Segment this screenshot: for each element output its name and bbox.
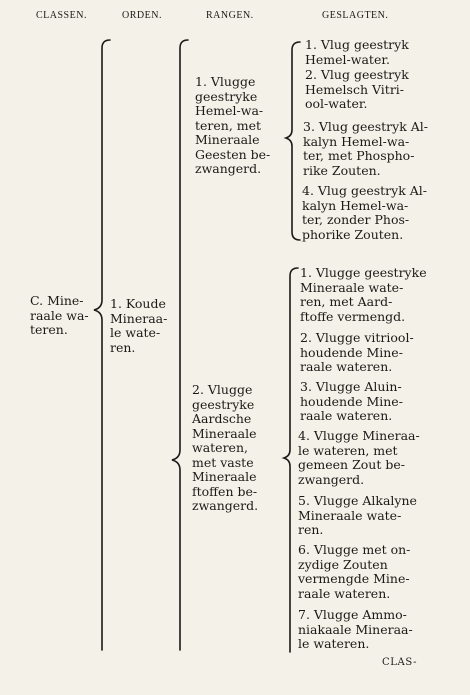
geslagt-line: Hemelsch Vitri- [305, 81, 405, 97]
geslagt-line: ren. [298, 522, 324, 537]
geslagt-1-3 [303, 120, 428, 178]
brace-classen [94, 40, 110, 650]
orde-line: Mineraa- [110, 310, 168, 326]
rang-line: 2. Vlugge [192, 382, 253, 397]
geslagt-line: rike Zouten. [303, 162, 381, 178]
rang-line: Mineraale [192, 425, 257, 441]
brace-rang-1 [286, 42, 300, 240]
catchword: CLAS- [382, 657, 418, 668]
geslagt-1-1 [305, 38, 409, 67]
geslagt-line: Hemel-water. [305, 51, 390, 67]
geslagt-line: kalyn Hemel-wa- [303, 133, 410, 149]
orde-line: 1. Koude [110, 296, 166, 311]
geslagt-line: 4. Vlug geestryk Al- [302, 183, 428, 198]
geslagt-line: le wateren. [298, 636, 370, 651]
geslagt-line: ter, met Phospho- [303, 148, 415, 163]
rang-line: zwangerd. [192, 498, 259, 513]
geslagt-line: 2. Vlugge vitriool- [300, 330, 414, 345]
geslagt-2-2 [300, 331, 414, 375]
geslagt-2-5 [298, 494, 417, 538]
geslagt-line: 4. Vlugge Mineraa- [298, 428, 420, 443]
geslagt-2-4 [298, 429, 420, 487]
geslagt-line: 3. Vlug geestryk Al- [303, 119, 429, 134]
classe-line: C. Mine- [30, 293, 84, 308]
geslagt-line: zwangerd. [298, 471, 365, 487]
rang-entry-2 [192, 383, 258, 514]
geslagt-line: raale wateren. [300, 408, 393, 423]
geslagt-line: Mineraale wate- [300, 279, 404, 295]
rang-line: Hemel-wa- [195, 103, 264, 118]
geslagt-2-1 [300, 266, 427, 324]
geslagt-line: le wateren, met [298, 442, 398, 458]
rang-line: teren, met [195, 117, 262, 133]
geslagt-line: 1. Vlugge geestryke [300, 265, 427, 280]
orde-line: le wate- [110, 325, 161, 340]
rang-line: ftoffen be- [192, 483, 258, 499]
geslagt-line: houdende Mine- [300, 393, 403, 409]
orde-entry [110, 297, 167, 355]
geslagt-1-4 [302, 184, 427, 242]
geslagt-line: kalyn Hemel-wa- [302, 197, 409, 213]
geslagt-2-6 [298, 543, 410, 601]
geslagt-line: phorike Zouten. [302, 226, 404, 242]
brace-rang-2 [284, 268, 298, 652]
header-rangen: RANGEN. [206, 10, 254, 21]
geslagt-1-2 [305, 68, 409, 112]
rang-line: 1. Vlugge [195, 74, 256, 89]
rang-line: geestryke [192, 396, 255, 412]
header-geslagten: GESLAGTEN. [322, 10, 389, 21]
rang-line: met vaste [192, 454, 254, 470]
geslagt-line: vermengde Mine- [298, 571, 410, 586]
classe-line: teren. [30, 322, 68, 337]
geslagt-line: ool-water. [305, 96, 368, 111]
geslagt-line: 3. Vlugge Aluin- [300, 379, 402, 394]
brace-orden [172, 40, 188, 650]
geslagt-line: 5. Vlugge Alkalyne [298, 493, 417, 508]
rang-line: Mineraale [192, 469, 257, 484]
classe-line: raale wa- [30, 307, 89, 323]
rang-line: Geesten be- [195, 146, 271, 162]
rang-entry-1 [195, 75, 270, 177]
header-classen: CLASSEN. [36, 10, 87, 21]
rang-line: Aardsche [192, 411, 252, 426]
geslagt-line: ren, met Aard- [300, 294, 393, 309]
rang-line: geestryke [195, 88, 258, 104]
classe-entry [30, 294, 89, 338]
geslagt-2-7 [298, 608, 413, 652]
geslagt-line: 7. Vlugge Ammo- [298, 607, 407, 622]
geslagt-line: Mineraale wate- [298, 507, 402, 523]
geslagt-line: raale wateren. [300, 359, 393, 374]
geslagt-line: ter, zonder Phos- [302, 212, 410, 227]
rang-line: zwangerd. [195, 161, 262, 176]
geslagt-line: ftoffe vermengd. [300, 308, 406, 324]
geslagt-line: 2. Vlug geestryk [305, 67, 409, 82]
geslagt-line: raale wateren. [298, 585, 391, 601]
geslagt-line: gemeen Zout be- [298, 457, 405, 472]
header-orden: ORDEN. [122, 10, 162, 21]
geslagt-line: 6. Vlugge met on- [298, 542, 411, 557]
orde-line: ren. [110, 339, 136, 355]
geslagt-line: 1. Vlug geestryk [305, 37, 409, 52]
rang-line: Mineraale [195, 132, 260, 147]
rang-line: wateren, [192, 440, 248, 455]
geslagt-line: houdende Mine- [300, 344, 403, 360]
geslagt-line: zydige Zouten [298, 556, 388, 572]
geslagt-2-3 [300, 380, 403, 424]
geslagt-line: niakaale Mineraa- [298, 621, 413, 637]
